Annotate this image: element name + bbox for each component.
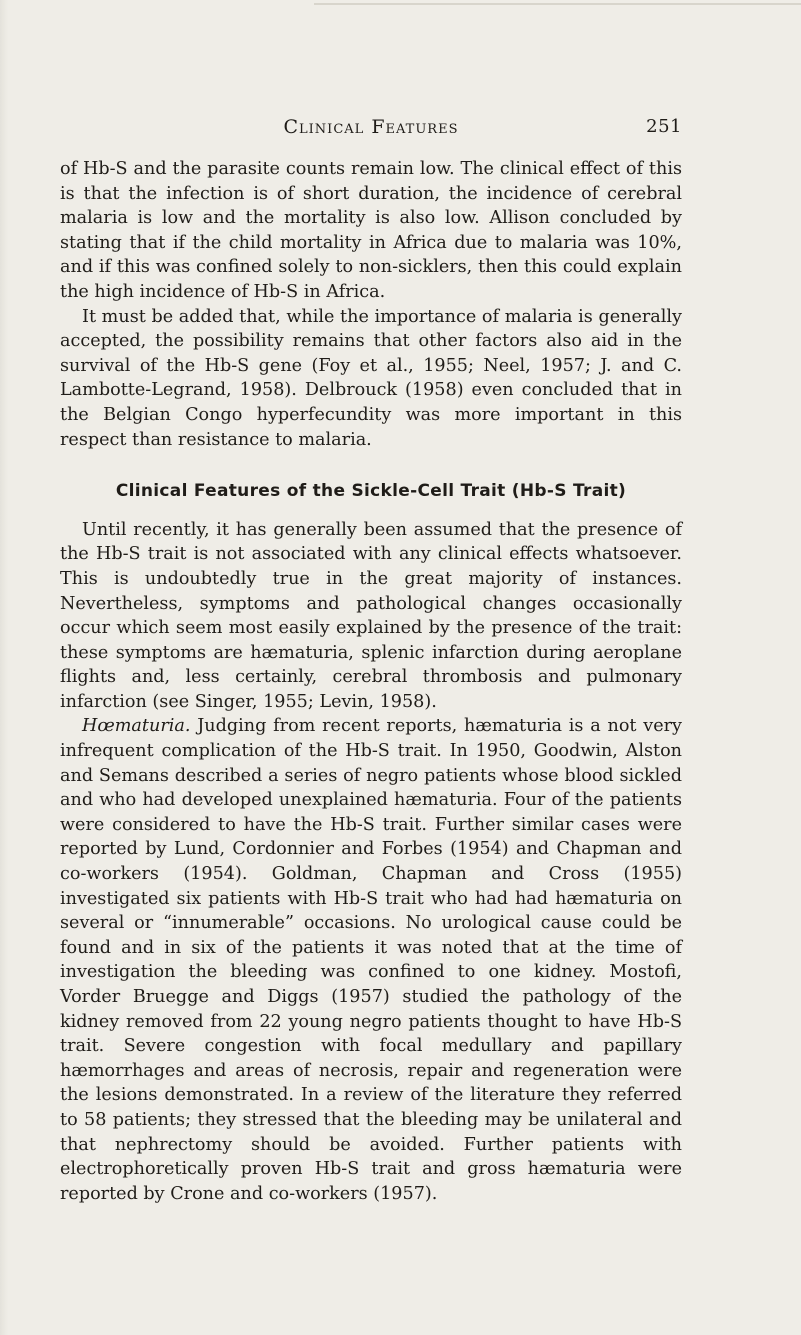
paragraph-1: of Hb-S and the parasite counts remain low. The clinical effect of this is that the infection is of short duration, the incidence of cerebral malaria is low and the mortality is also low. Allison concluded by stating that if the child mortality in Africa due to malaria was 10%, and if this was confined solely to non-sicklers, then this could explain the high incidence of Hb-S in Africa. <box>60 159 682 302</box>
body-text <box>60 157 682 1206</box>
page-edge-shadow <box>0 0 8 1335</box>
paragraph-2: It must be added that, while the importance of malaria is generally accepted, the possibility remains that other factors also aid in the survival of the Hb-S gene (Foy et al., 1955; Neel, 1957; J. and C. Lambotte-Legrand, 1958). Delbrouck (1958) even concluded that in the Belgian Congo hyperfecundity was more important in this respect than resistance to malaria. <box>60 306 682 450</box>
top-rule <box>314 3 801 5</box>
paragraph-3: Until recently, it has generally been assumed that the presence of the Hb-S trait is not associated with any clinical effects whatsoever. This is undoubtedly true in the great majority of instances. Nevertheless, symptoms and pathological changes occasionally occur which seem most easily explained by the presence of the trait: these symptoms are hæmaturia, splenic infarction during aeroplane flights and, less certainly, cerebral thrombosis and pulmonary infarction (see Singer, 1955; Levin, 1958). <box>60 519 682 712</box>
section-heading: Clinical Features of the Sickle-Cell Trait (Hb-S Trait) <box>115 481 627 502</box>
paragraph-4 <box>60 714 682 1206</box>
paragraph-4-text: Judging from recent reports, hæmaturia is a not very infrequent complication of the Hb-S trait. In 1950, Goodwin, Alston and Semans described a series of negro patients whose blood sickled and who had developed unexplained hæmaturia. Four of the patients were considered to have the Hb-S trait. Further similar cases were reported by Lund, Cordonnier and Forbes (1954) and Chapman and co-workers (1954). Goldman, Chapman and Cross (1955) investigated six patients with Hb-S trait who had had hæmaturia on several or “innumerable” occasions. No urological cause could be found and in six of the patients it was noted that at the time of investigation the bleeding was confined to one kidney. Mostofi, Vorder Bruegge and Diggs (1957) studied the pathology of the kidney removed from 22 young negro patients thought to have Hb-S trait. Severe congestion with focal medullary and papillary hæmorrhages and areas of necrosis, repair and regeneration were the lesions demonstrated. In a review of the literature they referred to 58 patients; they stressed that the bleeding may be unilateral and that nephrectomy should be avoided. Further patients with electrophoretically proven Hb-S trait and gross hæmaturia were reported by Crone and co-workers (1957). <box>60 716 682 1204</box>
run-in-heading: Hœmaturia. <box>82 716 191 737</box>
page-number: 251 <box>646 116 682 137</box>
running-title: Clinical Features <box>283 116 459 138</box>
